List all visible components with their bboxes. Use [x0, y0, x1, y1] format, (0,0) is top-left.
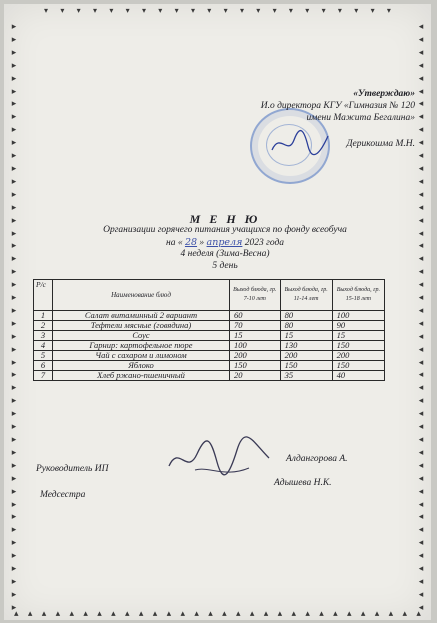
menu-title: М Е Н Ю: [189, 212, 261, 226]
decorative-border-right: ◂ ◂ ◂ ◂ ◂ ◂ ◂ ◂ ◂ ◂ ◂ ◂ ◂ ◂ ◂ ◂ ◂ ◂ ◂ ◂ ◂ ◂ ◂ ◂ ◂ ◂ ◂ ◂ ◂ ◂ ◂ ◂ ◂ ◂ ◂ ◂ ◂ ◂ ◂ ◂ ◂ ◂ ◂ ◂ ◂ ◂: [418, 21, 424, 612]
date-month: апреля: [206, 237, 243, 248]
portion-11-14: 15: [280, 331, 332, 341]
table-row: [34, 341, 385, 351]
dish-name: Гарнир: картофельное пюре: [53, 341, 230, 351]
decorative-border-top: ▾ ▾ ▾ ▾ ▾ ▾ ▾ ▾ ▾ ▾ ▾ ▾ ▾ ▾ ▾ ▾ ▾ ▾ ▾ ▾ ▾ ▾: [44, 6, 391, 15]
table-row: [34, 361, 385, 371]
portion-7-10: 15: [230, 331, 281, 341]
portion-11-14: 35: [280, 371, 332, 381]
head-signature: [165, 436, 275, 484]
head-label: Руководитель ИП: [36, 464, 109, 474]
header-portion-11-14: Выход блюда, гр. 11-14 лет: [280, 280, 332, 311]
row-number: 5: [34, 351, 53, 361]
approval-line-2: И.о директора КГУ «Гимназия № 120: [260, 101, 415, 111]
menu-week: 4 неделя (Зима-Весна): [180, 249, 270, 259]
medic-label: Медсестра: [40, 490, 86, 500]
portion-11-14: 80: [280, 311, 332, 321]
portion-7-10: 70: [230, 321, 281, 331]
portion-7-10: 200: [230, 351, 281, 361]
date-prefix: на «: [165, 238, 183, 248]
decorative-border-left: ▸ ▸ ▸ ▸ ▸ ▸ ▸ ▸ ▸ ▸ ▸ ▸ ▸ ▸ ▸ ▸ ▸ ▸ ▸ ▸ ▸ ▸ ▸ ▸ ▸ ▸ ▸ ▸ ▸ ▸ ▸ ▸ ▸ ▸ ▸ ▸ ▸ ▸ ▸ ▸ ▸ ▸ ▸ ▸ ▸ ▸: [11, 21, 17, 612]
header-portion-7-10: Выход блюда, гр. 7-10 лет: [230, 280, 281, 311]
row-number: 1: [34, 311, 53, 321]
menu-day: 5 день: [212, 261, 238, 271]
row-number: 4: [34, 341, 53, 351]
row-number: 7: [34, 371, 53, 381]
header-number: Р/с: [34, 280, 53, 311]
director-signature: [270, 128, 330, 158]
table-row: [34, 321, 385, 331]
row-number: 3: [34, 331, 53, 341]
menu-date: [60, 237, 390, 248]
table-row: [34, 311, 385, 321]
portion-15-18: 150: [332, 361, 384, 371]
decorative-border-bottom: ▴ ▴ ▴ ▴ ▴ ▴ ▴ ▴ ▴ ▴ ▴ ▴ ▴ ▴ ▴ ▴ ▴ ▴ ▴ ▴ ▴ ▴ ▴ ▴ ▴ ▴ ▴ ▴ ▴ ▴: [14, 608, 421, 618]
portion-15-18: 15: [332, 331, 384, 341]
date-mid: »: [199, 238, 205, 248]
menu-table: [33, 279, 385, 381]
portion-15-18: 100: [332, 311, 384, 321]
portion-11-14: 200: [280, 351, 332, 361]
portion-15-18: 200: [332, 351, 384, 361]
table-row: [34, 351, 385, 361]
date-year: 2023 года: [244, 238, 285, 248]
date-day: 28: [184, 237, 198, 248]
row-number: 6: [34, 361, 53, 371]
approval-line-3: имени Мажита Бегалина»: [306, 113, 415, 123]
portion-11-14: 150: [280, 361, 332, 371]
header-dish-name: Наименование блюд: [53, 280, 230, 311]
portion-15-18: 40: [332, 371, 384, 381]
table-row: [34, 331, 385, 341]
portion-7-10: 20: [230, 371, 281, 381]
dish-name: Чай с сахаром и лимоном: [53, 351, 230, 361]
menu-subtitle: Организации горячего питания учащихся по фонду всеобуча: [103, 225, 347, 235]
portion-7-10: 60: [230, 311, 281, 321]
dish-name: Салат витаминный 2 вариант: [53, 311, 230, 321]
row-number: 2: [34, 321, 53, 331]
table-row: [34, 371, 385, 381]
head-name: Алдангорова А.: [286, 454, 348, 464]
portion-7-10: 150: [230, 361, 281, 371]
portion-11-14: 130: [280, 341, 332, 351]
approval-director-name: Дерикошма М.Н.: [346, 139, 415, 149]
dish-name: Соус: [53, 331, 230, 341]
portion-7-10: 100: [230, 341, 281, 351]
portion-11-14: 80: [280, 321, 332, 331]
portion-15-18: 90: [332, 321, 384, 331]
header-portion-15-18: Выход блюда, гр. 15-18 лет: [332, 280, 384, 311]
approval-line-1: «Утверждаю»: [353, 89, 415, 99]
dish-name: Яблоко: [53, 361, 230, 371]
portion-15-18: 150: [332, 341, 384, 351]
table-header-row: [34, 280, 385, 311]
dish-name: Тефтели мясные (говядина): [53, 321, 230, 331]
dish-name: Хлеб ржано-пшеничный: [53, 371, 230, 381]
medic-name: Адышева Н.К.: [274, 478, 332, 488]
